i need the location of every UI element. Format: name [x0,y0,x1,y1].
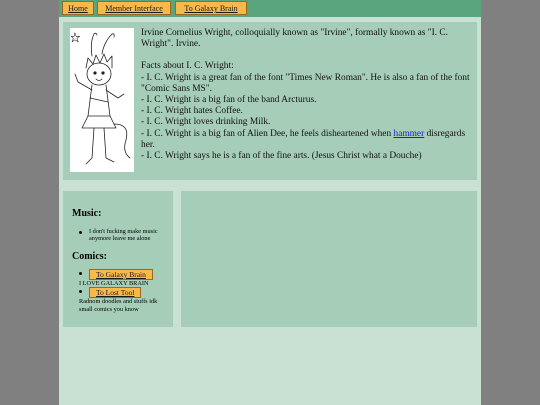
sidebar [63,191,173,327]
top-nav-bar [59,0,481,17]
bio-intro: Irvine Cornelius Wright, colloquially known as "Irvine", formally known as "I. C. Wright". Irvine. [141,28,448,50]
bio-text [141,28,471,162]
comics-list [79,269,167,313]
content-panel [181,191,477,327]
page [59,0,481,405]
nav-member-interface-button[interactable]: Member Interface [97,1,171,15]
fact-item: - I. C. Wright says he is a fan of the fine arts. (Jesus Christ what a Douche) [141,151,422,162]
profile-panel [63,22,477,180]
fact-link-before: - I. C. Wright is a big fan of Alien Dee, he feels disheartened when [141,128,394,139]
hammer-link[interactable]: hammer [393,128,425,139]
comic-item [79,287,167,313]
fact-item: - I. C. Wright hates Coffee. [141,106,243,117]
comic-description: Radnom doodles and stuffs idk small comics you know [79,298,158,313]
comics-heading: Comics: [72,251,107,262]
music-heading: Music: [72,208,102,219]
galaxy-brain-button[interactable]: To Galaxy Brain [89,269,153,280]
fact-link-after: disregards her. [141,128,466,150]
facts-heading: Facts about I. C. Wright: [141,61,234,72]
fact-item: - I. C. Wright loves drinking Milk. [141,117,271,128]
fact-item: - I. C. Wright is a big fan of the band Arcturus. [141,95,317,106]
lost-tool-button[interactable]: To Lost Tool [89,287,141,298]
nav-home-button[interactable]: Home [62,1,94,15]
fact-item-link [141,129,471,151]
comic-description: I LOVE GALAXY BRAIN [79,280,149,287]
character-drawing-icon [70,28,134,172]
nav-galaxy-brain-button[interactable]: To Galaxy Brain [175,1,247,15]
music-list [79,228,167,243]
comic-item [79,269,167,287]
music-item: I don't fucking make music anymore leave me alone [79,228,167,243]
fact-item: - I. C. Wright is a great fan of the font "Times New Roman". He is also a fan of the font "Comic Sans MS". [141,72,470,94]
